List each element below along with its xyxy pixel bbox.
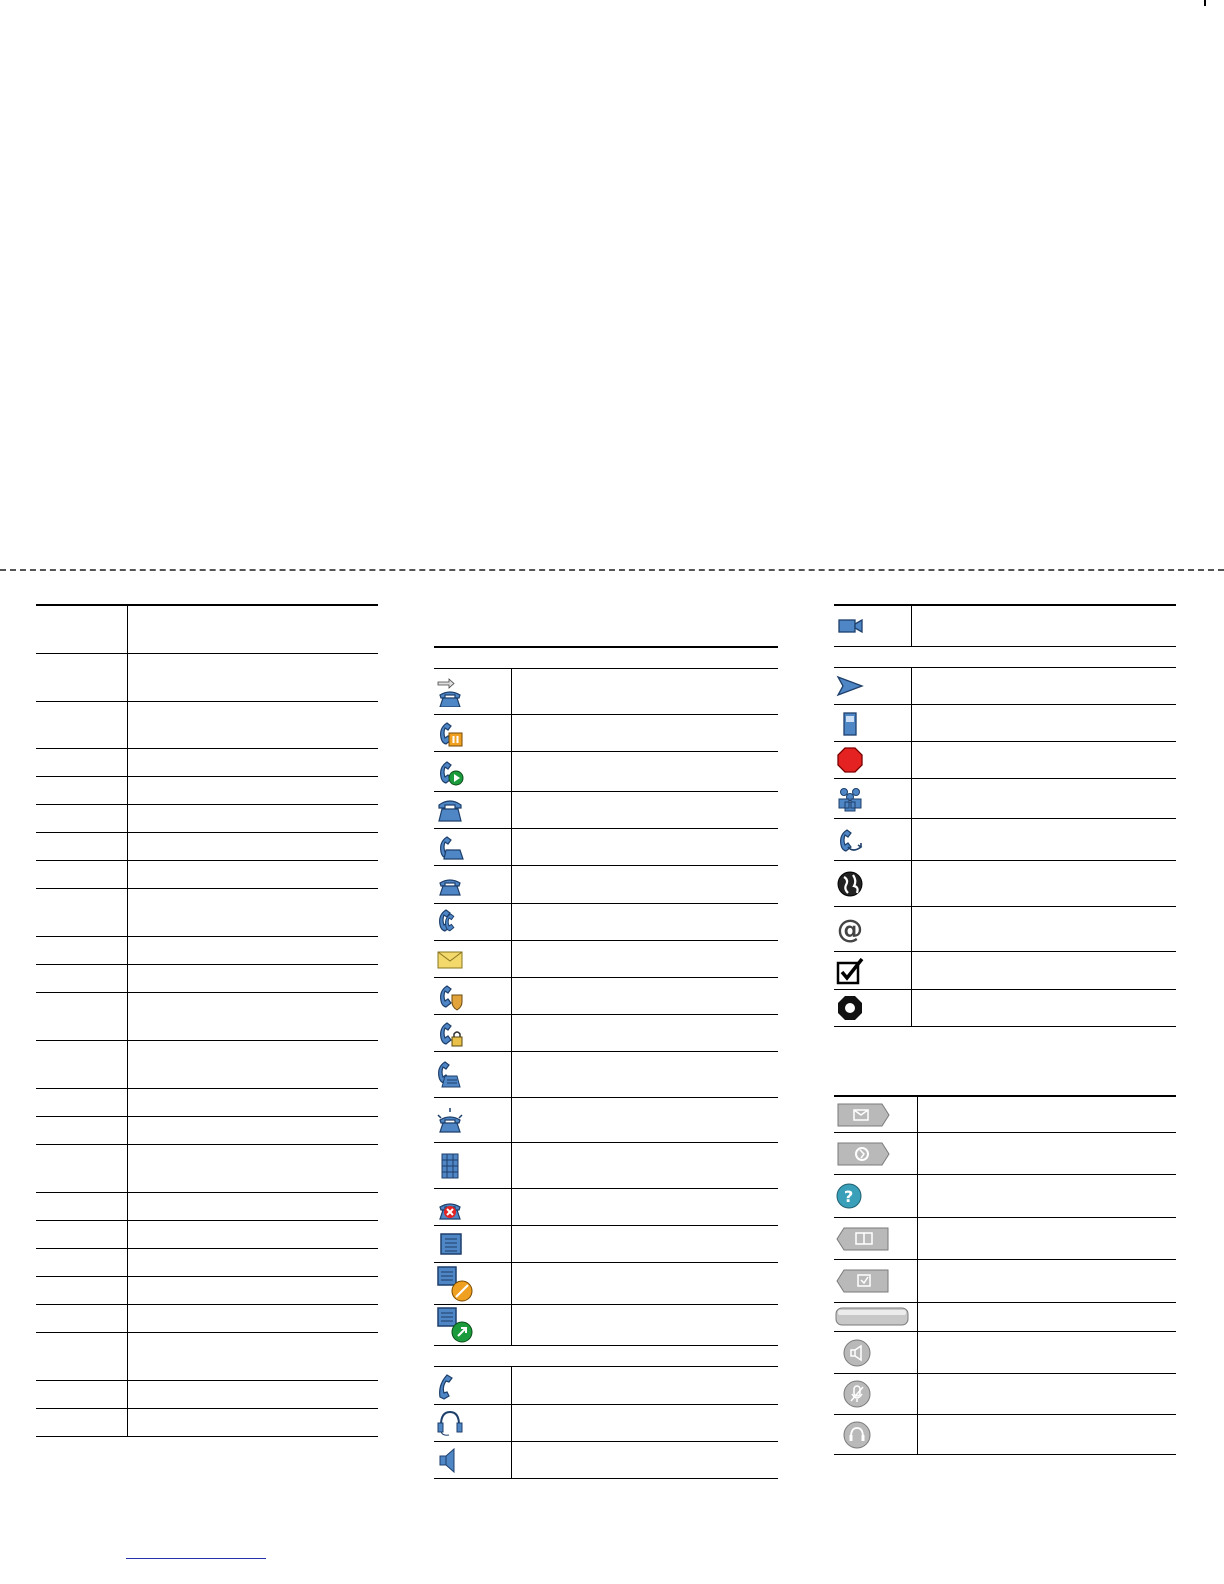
table-row [434, 904, 778, 941]
table-row [36, 1145, 378, 1193]
table-row [36, 604, 378, 654]
table-row [434, 1143, 778, 1189]
connected-icon [435, 870, 465, 900]
selected-arrow-icon [835, 671, 865, 701]
at-email-icon [835, 914, 865, 944]
table-row [834, 990, 1176, 1027]
table-row [434, 1405, 778, 1442]
directories-button-icon [834, 1224, 892, 1254]
table-row [834, 1133, 1176, 1175]
table-row [36, 1089, 378, 1117]
table-row [36, 702, 378, 749]
table-row [834, 1415, 1176, 1455]
record-icon [835, 993, 865, 1023]
group-icon [835, 784, 865, 814]
messages-button-icon [834, 1100, 892, 1130]
table-row [834, 705, 1176, 742]
call-park-icon [835, 825, 865, 855]
corner-mark [1204, 0, 1206, 6]
table-row [36, 805, 378, 833]
table-row [434, 978, 778, 1015]
table-row [834, 907, 1176, 952]
table-row [434, 1098, 778, 1143]
speakerphone-icon [435, 1445, 465, 1475]
button-icons-table [834, 1095, 1176, 1455]
svg-text:@: @ [837, 915, 863, 944]
ringing-icon [435, 1105, 465, 1135]
call-icons-table [434, 646, 778, 1479]
table-row [36, 833, 378, 861]
missed-call-icon [435, 1192, 465, 1222]
table-row [36, 861, 378, 889]
table-row [434, 829, 778, 866]
encrypted-call-icon [435, 1018, 465, 1048]
handset-icon [435, 1371, 465, 1401]
table-row [434, 1367, 778, 1405]
reference-table [36, 604, 378, 1437]
table-row [834, 1218, 1176, 1260]
table-row [434, 1189, 778, 1226]
table-row [434, 1305, 778, 1346]
table-row [834, 742, 1176, 779]
table-row [834, 1097, 1176, 1133]
resume-icon [435, 757, 465, 787]
table-row [36, 1193, 378, 1221]
services-button-icon [834, 1139, 892, 1169]
table-row [434, 715, 778, 752]
table-row [36, 1277, 378, 1305]
table-row [434, 792, 778, 829]
table-row [36, 889, 378, 937]
speaker-button-icon [834, 1337, 874, 1369]
table-row [36, 1305, 378, 1333]
table-row [834, 819, 1176, 861]
hold-icon [435, 718, 465, 748]
section-header [434, 1346, 778, 1367]
table-row [36, 777, 378, 805]
table-row [434, 1442, 778, 1479]
table-row [434, 941, 778, 978]
volume-bar-icon [834, 1305, 910, 1329]
feature-icons-table [834, 604, 1176, 1027]
cut-line-divider [0, 569, 1224, 571]
table-row [834, 952, 1176, 990]
table-row [834, 861, 1176, 907]
table-row [434, 1226, 778, 1263]
table-row [36, 965, 378, 993]
table-row [36, 1409, 378, 1437]
table-row [36, 1381, 378, 1409]
on-hook-icon [435, 795, 465, 825]
table-row [834, 606, 1176, 647]
globe-icon [835, 869, 865, 899]
dialpad-icon [435, 1151, 465, 1181]
authenticated-call-icon [435, 981, 465, 1011]
table-row [434, 866, 778, 904]
mobile-phone-icon [835, 708, 865, 738]
do-not-disturb-icon [435, 1264, 475, 1304]
message-icon [435, 944, 465, 974]
table-row [36, 1041, 378, 1089]
table-row [834, 1332, 1176, 1374]
mute-button-icon [834, 1378, 874, 1410]
table-row [434, 1015, 778, 1052]
table-row [36, 1333, 378, 1381]
settings-button-icon [834, 1266, 892, 1296]
checkbox-icon [835, 956, 865, 986]
section-header [834, 647, 1176, 668]
table-row [834, 1374, 1176, 1415]
line-icon [435, 1229, 465, 1259]
table-row [834, 1303, 1176, 1332]
headset-button-icon [834, 1419, 874, 1451]
table-row [36, 937, 378, 965]
footer-link-underline[interactable] [126, 1558, 266, 1559]
table-row [834, 1260, 1176, 1303]
table-row [434, 669, 778, 715]
help-button-icon [834, 1181, 864, 1211]
shared-line-icon [435, 1060, 465, 1090]
table-row [36, 749, 378, 777]
table-row [36, 993, 378, 1041]
call-forward-icon [435, 677, 465, 707]
off-hook-icon [435, 832, 465, 862]
table-row [36, 1117, 378, 1145]
headset-icon [435, 1408, 465, 1438]
table-row [834, 668, 1176, 705]
table-row [434, 752, 778, 792]
svg-text:?: ? [844, 1187, 854, 1206]
table-row [834, 1175, 1176, 1218]
line-status-icon [435, 1305, 475, 1345]
stop-icon [835, 745, 865, 775]
video-icon [835, 611, 865, 641]
table-row [36, 1249, 378, 1277]
table-row [36, 1221, 378, 1249]
table-header [434, 646, 778, 669]
conference-icon [435, 907, 465, 937]
table-row [434, 1263, 778, 1305]
table-row [434, 1052, 778, 1098]
table-row [36, 654, 378, 702]
table-row [834, 779, 1176, 819]
